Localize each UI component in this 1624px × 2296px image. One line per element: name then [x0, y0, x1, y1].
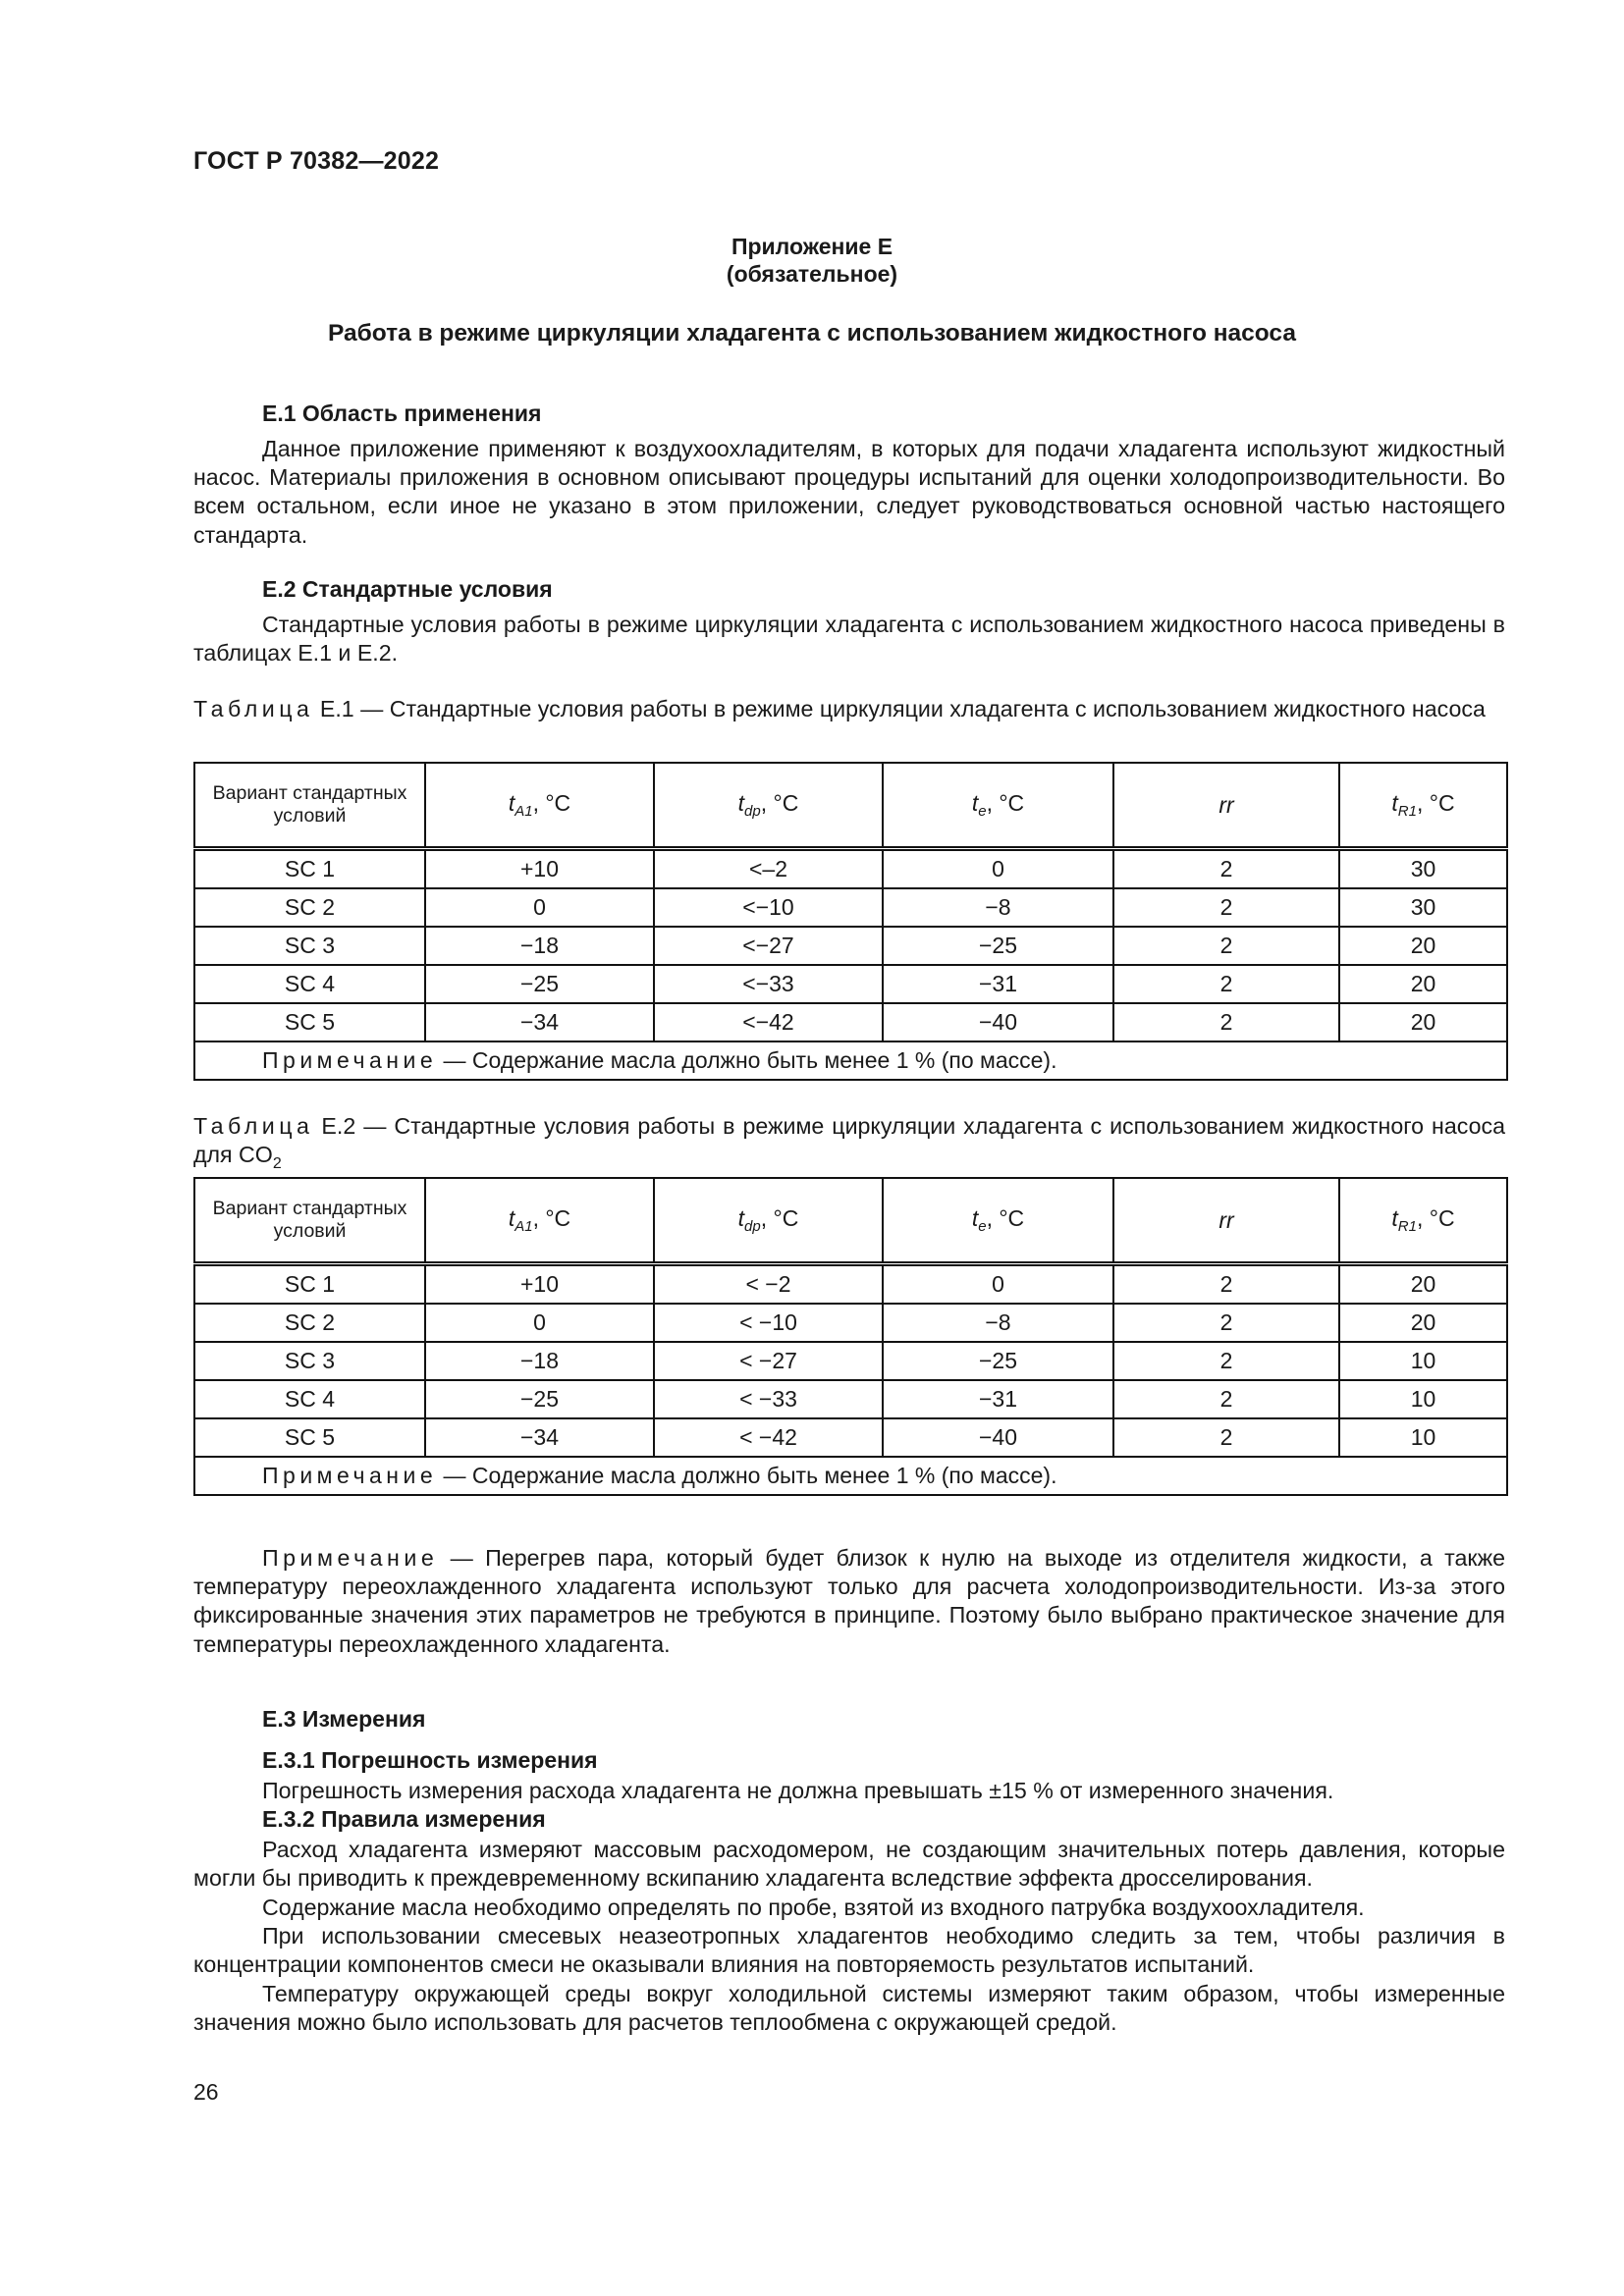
- section-e2-text: Стандартные условия работы в режиме циркуляции хладагента с использованием жидкостного насоса приведены в таблицах Е.1 и Е.2.: [193, 612, 1505, 667]
- section-e3-title: Е.3 Измерения: [262, 1706, 426, 1732]
- section-e32-para-3: При использовании смесевых неазеотропных хладагентов необходимо следить за тем, чтобы различия в концентрации компонентов смеси не оказывали влияния на повторяемость результатов испытаний.: [193, 1923, 1505, 1978]
- cell: −31: [883, 1380, 1113, 1418]
- cell: 2: [1113, 1342, 1339, 1380]
- table-row: [194, 1418, 1507, 1457]
- table-row: [194, 965, 1507, 1003]
- document-code: ГОСТ Р 70382—2022: [193, 147, 440, 175]
- cell: 2: [1113, 1418, 1339, 1457]
- cell: 0: [425, 1304, 654, 1342]
- table-row: [194, 1264, 1507, 1305]
- cell: 2: [1113, 1264, 1339, 1305]
- cell: <−27: [654, 927, 883, 965]
- cell: 10: [1339, 1380, 1507, 1418]
- cell: 30: [1339, 849, 1507, 889]
- table-row: [194, 888, 1507, 927]
- cell: 20: [1339, 927, 1507, 965]
- table2-note-row: [194, 1457, 1507, 1495]
- cell: +10: [425, 1264, 654, 1305]
- table1: [193, 762, 1508, 1081]
- cell: 20: [1339, 1264, 1507, 1305]
- cell: SC 4: [194, 965, 425, 1003]
- cell: < −33: [654, 1380, 883, 1418]
- cell: < −42: [654, 1418, 883, 1457]
- col-header-tdp: $t_{dp}$, °C: [654, 1178, 883, 1264]
- table-row: [194, 849, 1507, 889]
- cell: SC 1: [194, 1264, 425, 1305]
- cell: 30: [1339, 888, 1507, 927]
- col-header-tR1: $t_{R1}$, °C: [1339, 763, 1507, 849]
- section-e32-para-1: Расход хладагента измеряют массовым расходомером, не создающим значительных потерь давления, которые могли бы приводить к преждевременному вскипанию хладагента вследствие эффекта дросселирования.: [193, 1837, 1505, 1892]
- cell: −25: [883, 927, 1113, 965]
- col-header-tdp: $t_{dp}$, °C: [654, 763, 883, 849]
- cell: −25: [425, 965, 654, 1003]
- cell: <−42: [654, 1003, 883, 1041]
- cell: 20: [1339, 965, 1507, 1003]
- table2-caption-word: Таблица: [193, 1113, 314, 1139]
- general-note: [193, 1544, 1505, 1659]
- cell: < −10: [654, 1304, 883, 1342]
- table1-caption-word: Таблица: [193, 696, 314, 721]
- table2: [193, 1177, 1508, 1496]
- table1-caption-text: Е.1 — Стандартные условия работы в режиме циркуляции хладагента с использованием жидкостного насоса: [313, 696, 1486, 721]
- table-row: [194, 1003, 1507, 1041]
- cell: 0: [883, 1264, 1113, 1305]
- cell: 2: [1113, 888, 1339, 927]
- table1-note: Примечание — Содержание масла должно быть менее 1 % (по массе).: [194, 1041, 1507, 1080]
- cell: 20: [1339, 1003, 1507, 1041]
- general-note-word: Примечание: [262, 1545, 439, 1571]
- table-row: [194, 1304, 1507, 1342]
- table-row: [194, 1380, 1507, 1418]
- col-header-tR1: $t_{R1}$, °C: [1339, 1178, 1507, 1264]
- cell: −8: [883, 1304, 1113, 1342]
- col-header-variant: Вариант стандартных условий: [194, 1178, 425, 1264]
- cell: SC 4: [194, 1380, 425, 1418]
- cell: −18: [425, 1342, 654, 1380]
- section-e32-para-2: Содержание масла необходимо определять по пробе, взятой из входного патрубка воздухоохладителя.: [262, 1895, 1365, 1920]
- cell: −34: [425, 1418, 654, 1457]
- cell: 0: [883, 849, 1113, 889]
- section-e1-text: Данное приложение применяют к воздухоохладителям, в которых для подачи хладагента используют жидкостный насос. Материалы приложения в основном описывают процедуры испытаний для оценки холодопроизводительности. Во всем остальном, если иное не указано в этом приложении, следует руководствоваться основной частью настоящего стандарта.: [193, 436, 1505, 548]
- section-e2-title: Е.2 Стандартные условия: [262, 576, 553, 602]
- page-number: 26: [193, 2079, 219, 2105]
- cell: 10: [1339, 1342, 1507, 1380]
- table2-caption: [193, 1112, 1505, 1178]
- section-e31-title: Е.3.1 Погрешность измерения: [262, 1747, 598, 1773]
- section-e32-title: Е.3.2 Правила измерения: [262, 1806, 546, 1832]
- annex-name: Приложение Е: [731, 234, 893, 259]
- cell: SC 3: [194, 1342, 425, 1380]
- annex-kind: (обязательное): [726, 261, 898, 287]
- cell: 2: [1113, 927, 1339, 965]
- cell: < −2: [654, 1264, 883, 1305]
- cell: 10: [1339, 1418, 1507, 1457]
- cell: <−33: [654, 965, 883, 1003]
- table-row: [194, 1342, 1507, 1380]
- cell: −25: [883, 1342, 1113, 1380]
- section-e1-title: Е.1 Область применения: [262, 400, 542, 426]
- cell: < −27: [654, 1342, 883, 1380]
- table1-header-row: [194, 763, 1507, 849]
- cell: −40: [883, 1418, 1113, 1457]
- co2-subscript: 2: [272, 1155, 282, 1173]
- table2-header-row: [194, 1178, 1507, 1264]
- table1-caption: [193, 695, 1505, 723]
- cell: 20: [1339, 1304, 1507, 1342]
- table-row: [194, 927, 1507, 965]
- table2-note: Примечание — Содержание масла должно быть менее 1 % (по массе).: [194, 1457, 1507, 1495]
- cell: <−10: [654, 888, 883, 927]
- cell: −31: [883, 965, 1113, 1003]
- cell: 2: [1113, 965, 1339, 1003]
- cell: −18: [425, 927, 654, 965]
- cell: −34: [425, 1003, 654, 1041]
- general-note-text: — Перегрев пара, который будет близок к нулю на выходе из отделителя жидкости, а также температуру переохлажденного хладагента используют только для расчета холодопроизводительности. Из-за этого фиксированные значения этих параметров не требуются в принципе. Поэтому было выбрано практическое значение для температуры переохлажденного хладагента.: [193, 1545, 1505, 1657]
- cell: −40: [883, 1003, 1113, 1041]
- col-header-rr: rr: [1113, 763, 1339, 849]
- table2-caption-text: Е.2 — Стандартные условия работы в режиме циркуляции хладагента с использованием жидкостного насоса для CO: [193, 1113, 1505, 1168]
- col-header-te: $t_e$, °C: [883, 763, 1113, 849]
- cell: <–2: [654, 849, 883, 889]
- table1-note-row: [194, 1041, 1507, 1080]
- col-header-tA1: $t_{A1}$, °C: [425, 763, 654, 849]
- cell: 2: [1113, 849, 1339, 889]
- section-e32-para-4: Температуру окружающей среды вокруг холодильной системы измеряют таким образом, чтобы измеренные значения можно было использовать для расчетов теплообмена с окружающей средой.: [193, 1981, 1505, 2036]
- cell: 2: [1113, 1003, 1339, 1041]
- cell: SC 5: [194, 1003, 425, 1041]
- cell: −8: [883, 888, 1113, 927]
- cell: SC 1: [194, 849, 425, 889]
- cell: 2: [1113, 1304, 1339, 1342]
- col-header-variant: Вариант стандартных условий: [194, 763, 425, 849]
- cell: 0: [425, 888, 654, 927]
- cell: SC 2: [194, 888, 425, 927]
- annex-heading: Работа в режиме циркуляции хладагента с использованием жидкостного насоса: [328, 320, 1296, 347]
- col-header-te: $t_e$, °C: [883, 1178, 1113, 1264]
- cell: 2: [1113, 1380, 1339, 1418]
- cell: −25: [425, 1380, 654, 1418]
- cell: SC 3: [194, 927, 425, 965]
- cell: SC 2: [194, 1304, 425, 1342]
- section-e31-text: Погрешность измерения расхода хладагента не должна превышать ±15 % от измеренного значения.: [262, 1778, 1334, 1803]
- col-header-tA1: $t_{A1}$, °C: [425, 1178, 654, 1264]
- col-header-rr: rr: [1113, 1178, 1339, 1264]
- cell: SC 5: [194, 1418, 425, 1457]
- cell: +10: [425, 849, 654, 889]
